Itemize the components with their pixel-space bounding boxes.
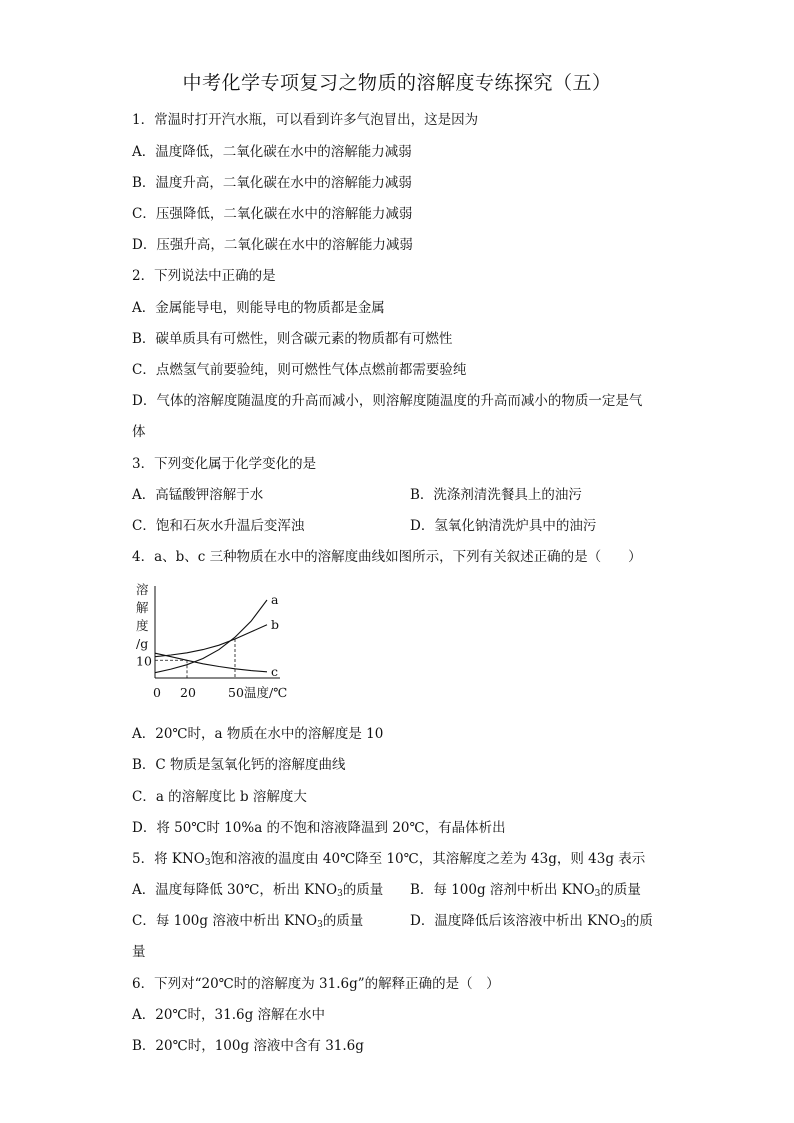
q2-option-a: A．金属能导电，则能导电的物质都是金属 (132, 300, 385, 316)
x-tick-label: 50 (228, 685, 244, 700)
q4-option-a: A．20℃时，a 物质在水中的溶解度是 10 (132, 726, 384, 742)
y-tick-label: 10 (136, 653, 152, 669)
q4-stem: 4．a、b、c 三种物质在水中的溶解度曲线如图所示，下列有关叙述正确的是（ ） (132, 549, 642, 565)
solubility-chart (130, 578, 300, 713)
curve-label-b: b (271, 616, 280, 632)
y-axis-label-char: 度 (136, 618, 149, 633)
q6-option-a: A．20℃时，31.6g 溶解在水中 (132, 1007, 326, 1023)
y-axis-label-char: 解 (136, 600, 149, 615)
q2-option-d: D．气体的溶解度随温度的升高而减小，则溶解度随温度的升高而减小的物质一定是气 (132, 393, 643, 409)
y-axis-label (136, 582, 149, 651)
curve-b (155, 625, 267, 657)
q4-option-d: D．将 50℃时 10%a 的不饱和溶液降温到 20℃，有晶体析出 (132, 820, 506, 836)
q3-stem: 3．下列变化属于化学变化的是 (132, 456, 317, 472)
chart-axes (155, 586, 280, 678)
q2-option-c: C．点燃氢气前要验纯，则可燃性气体点燃前都需要验纯 (132, 362, 467, 378)
q5-option-d-continued: 量 (132, 944, 146, 960)
q3-option-c: C．饱和石灰水升温后变浑浊 (132, 518, 305, 534)
chart-curves (155, 592, 279, 679)
curve-label-c: c (271, 663, 279, 679)
q1-stem: 1．常温时打开汽水瓶，可以看到许多气泡冒出，这是因为 (132, 112, 479, 128)
q6-option-b: B．20℃时，100g 溶液中含有 31.6g (132, 1038, 364, 1054)
q5-option-c: C．每 100g 溶液中析出 $KNO_3$的质量 (132, 913, 364, 930)
q5-option-d: D．温度降低后该溶液中析出 $KNO_3$的质 (410, 913, 653, 930)
q2-option-b: B．碳单质具有可燃性，则含碳元素的物质都有可燃性 (132, 331, 453, 347)
x-tick-label: 20 (180, 685, 196, 700)
y-axis-label-char: /g (136, 636, 149, 651)
q2-stem: 2．下列说法中正确的是 (132, 268, 276, 284)
x-tick-label: 0 (153, 685, 161, 700)
q3-option-b: B．洗涤剂清洗餐具上的油污 (410, 487, 582, 503)
q5-stem: 5．将 $KNO_3$饱和溶液的温度由 40℃降至 10℃，其溶解度之差为 43g，则 43g 表示 (132, 851, 646, 868)
x-axis-label: 温度/℃ (244, 685, 288, 700)
q5-option-b: B．每 100g 溶剂中析出 $KNO_3$的质量 (410, 882, 641, 899)
q4-option-c: C．a 的溶解度比 b 溶解度大 (132, 789, 307, 805)
q2-option-d-continued: 体 (132, 424, 146, 440)
q1-option-a: A．温度降低，二氧化碳在水中的溶解能力减弱 (132, 144, 412, 160)
q4-option-b: B．C 物质是氢氧化钙的溶解度曲线 (132, 757, 346, 773)
page-title: 中考化学专项复习之物质的溶解度专练探究（五） (182, 72, 612, 94)
curve-a (155, 600, 267, 673)
y-axis-label-char: 溶 (136, 582, 149, 597)
curve-label-a: a (271, 592, 279, 607)
q5-option-a: A．温度每降低 30℃，析出 $KNO_3$的质量 (132, 882, 384, 899)
q1-option-c: C．压强降低，二氧化碳在水中的溶解能力减弱 (132, 206, 413, 222)
chart-guides (155, 639, 235, 678)
chart-ticks (136, 653, 287, 700)
q1-option-b: B．温度升高，二氧化碳在水中的溶解能力减弱 (132, 175, 412, 191)
q1-option-d: D．压强升高，二氧化碳在水中的溶解能力减弱 (132, 237, 413, 253)
q3-option-a: A．高锰酸钾溶解于水 (132, 487, 264, 503)
q6-stem: 6．下列对“20℃时的溶解度为 31.6g”的解释正确的是（ ） (132, 976, 500, 992)
q3-option-d: D．氢氧化钠清洗炉具中的油污 (410, 518, 597, 534)
